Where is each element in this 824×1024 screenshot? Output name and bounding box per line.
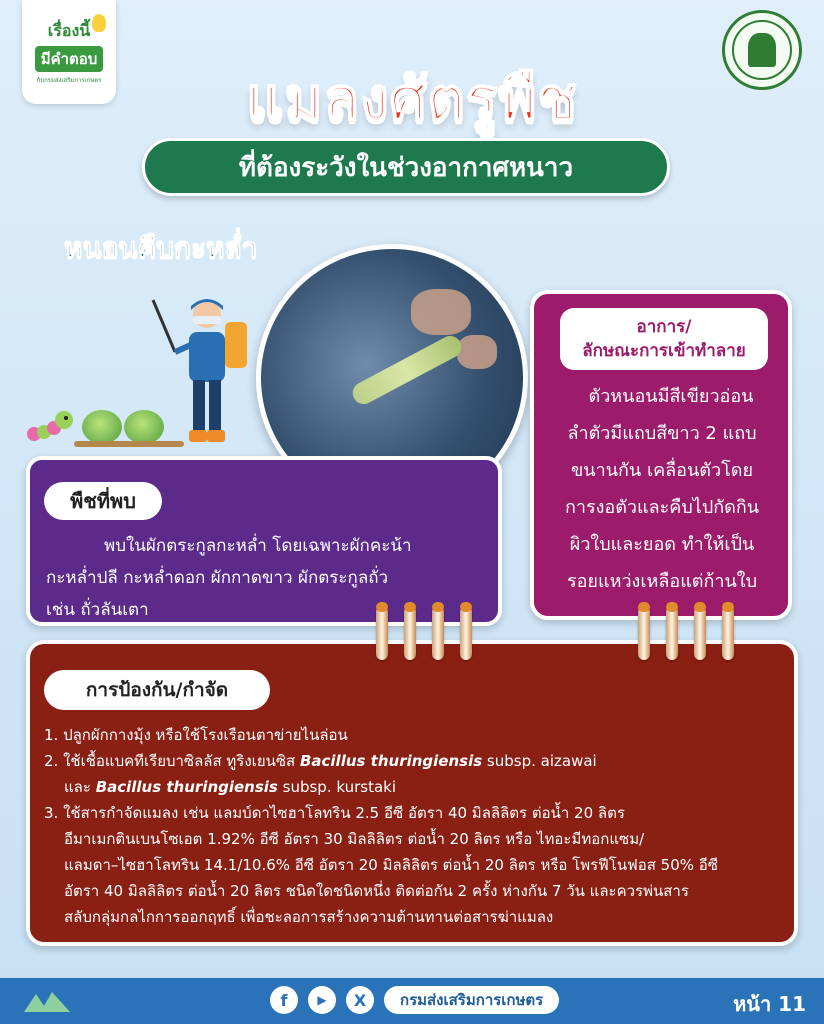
caterpillar-illustration <box>26 404 78 444</box>
facebook-icon[interactable]: f <box>270 986 298 1014</box>
cabbage-illustration <box>82 410 122 444</box>
scientific-name: Bacillus thuringiensis <box>299 752 483 770</box>
control-item-text: อัตรา 40 มิลลิลิตร ต่อน้ำ 20 ลิตร ชนิดใดชนิดหนึ่ง ติดต่อกัน 2 ครั้ง ห่างกัน 7 วัน และควรพ่นสาร <box>64 882 689 900</box>
list-item <box>44 800 780 930</box>
binder-ring <box>638 606 650 660</box>
x-icon[interactable]: X <box>346 986 374 1014</box>
social-links <box>270 986 559 1014</box>
footer-bar <box>0 978 824 1024</box>
symptoms-line: การงอตัวและคืบไปกัดกิน <box>564 497 760 518</box>
cabbage-looper-image <box>349 332 465 408</box>
symptoms-card <box>530 290 792 620</box>
control-item-text: สลับกลุ่มกลไกการออกฤทธิ์ เพื่อชะลอการสร้างความต้านทานต่อสารฆ่าแมลง <box>64 908 554 926</box>
badge-line-2: มีคำตอบ <box>35 46 104 72</box>
control-item-text: subsp. kurstaki <box>277 778 396 796</box>
cabbage-illustration <box>124 410 164 444</box>
host-plants-line: กะหล่ำปลี กะหล่ำดอก ผักกาดขาว ผักตระกูลถั่ว <box>46 568 389 588</box>
page-number: หน้า 11 <box>733 992 806 1016</box>
binder-ring <box>694 606 706 660</box>
symptoms-heading-line: ลักษณะการเข้าทำลาย <box>582 341 746 361</box>
binder-rings <box>376 606 472 660</box>
control-item-text: 1. ปลูกผักกางมุ้ง หรือใช้โรงเรือนตาข่ายไนล่อน <box>44 726 348 744</box>
scientific-name: Bacillus thuringiensis <box>95 778 278 796</box>
control-item-text: subsp. aizawai <box>482 752 597 770</box>
list-item <box>44 722 780 748</box>
bulb-icon <box>92 14 106 32</box>
binder-ring <box>404 606 416 660</box>
control-heading: การป้องกัน/กำจัด <box>44 670 270 710</box>
host-plants-card <box>26 456 502 626</box>
badge-line-1: เรื่องนี้ <box>47 21 91 40</box>
badge-line-3: กับกรมส่งเสริมการเกษตร <box>36 77 102 84</box>
host-plants-line: เช่น ถั่วลันเตา <box>46 600 149 620</box>
brand-logo-icon <box>22 988 72 1014</box>
symptoms-line: ขนานกัน เคลื่อนตัวโดย <box>571 460 753 481</box>
control-list <box>44 722 780 930</box>
symptoms-line: ลำตัวมีแถบสีขาว 2 แถบ <box>567 423 757 444</box>
binder-ring <box>460 606 472 660</box>
youtube-icon[interactable]: ▶ <box>308 986 336 1014</box>
binder-ring <box>666 606 678 660</box>
binder-ring <box>432 606 444 660</box>
symptoms-heading <box>560 308 768 370</box>
host-plants-heading: พืชที่พบ <box>44 482 162 520</box>
department-link[interactable]: กรมส่งเสริมการเกษตร <box>384 986 559 1014</box>
control-item-text: และ <box>64 778 96 796</box>
pest-name: หนอนคืบกะหล่ำ <box>64 231 258 264</box>
symptoms-line: รอยแหว่งเหลือแต่ก้านใบ <box>566 571 758 592</box>
symptoms-heading-line: อาการ/ <box>636 317 692 337</box>
page-subtitle: ที่ต้องระวังในช่วงอากาศหนาว <box>142 138 670 196</box>
control-card <box>26 640 798 946</box>
ground-strip <box>74 441 184 447</box>
page-title: แมลงศัตรูพืช <box>246 65 578 133</box>
control-item-text: แลมดา–ไซฮาโลทริน 14.1/10.6% อีซี อัตรา 20 มิลลิลิตร ต่อน้ำ 20 ลิตร หรือ โพรฟีโนฟอส 50% อีซี <box>64 856 718 874</box>
symptoms-line: ตัวหนอนมีสีเขียวอ่อน <box>588 386 754 407</box>
binder-rings <box>638 606 734 660</box>
binder-ring <box>722 606 734 660</box>
binder-ring <box>376 606 388 660</box>
list-item <box>44 748 780 800</box>
symptoms-line: ผิวใบและยอด ทำให้เป็น <box>569 534 755 555</box>
control-item-text: 3. ใช้สารกำจัดแมลง เช่น แลมบ์ดาไซฮาโลทริน 2.5 อีซี อัตรา 40 มิลลิลิตร ต่อน้ำ 20 ลิตร <box>44 804 625 822</box>
symptoms-text <box>542 378 782 600</box>
host-plants-line: พบในผักตระกูลกะหล่ำ โดยเฉพาะผักคะน้า <box>104 536 412 556</box>
control-item-text: 2. ใช้เชื้อแบคทีเรียบาซิลลัส ทูริงเยนซิส <box>44 752 300 770</box>
control-item-text: อีมาเมกตินเบนโซเอต 1.92% อีซี อัตรา 30 มิลลิลิตร ต่อน้ำ 20 ลิตร หรือ ไทอะมีทอกแซม/ <box>64 830 645 848</box>
